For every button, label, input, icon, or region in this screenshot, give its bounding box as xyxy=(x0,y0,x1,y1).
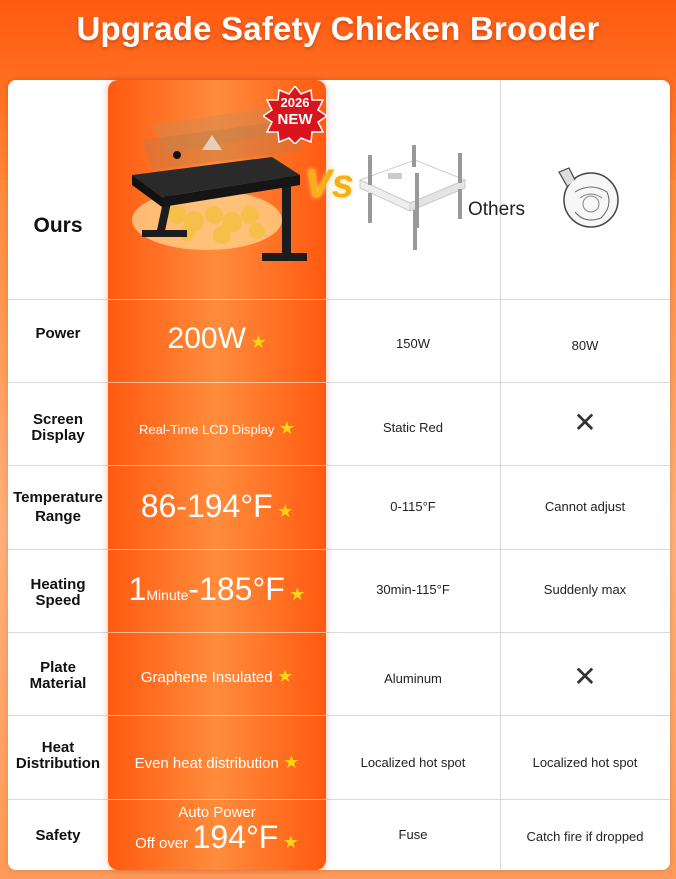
row-label-screen-display: Screen Display xyxy=(31,411,85,444)
bulb-safety: Catch fire if dropped xyxy=(526,829,644,844)
page-title: Upgrade Safety Chicken Brooder xyxy=(76,10,600,47)
ours-plate-material xyxy=(108,666,326,687)
ours-plate-material-value: Graphene Insulated xyxy=(140,669,273,686)
star-icon: ★ xyxy=(277,666,294,686)
row-label-plate-material: Plate Material xyxy=(29,659,87,692)
ours-row-divider xyxy=(108,549,326,550)
ours-safety: Auto Power Off over 194°F ★ xyxy=(135,804,299,855)
star-icon: ★ xyxy=(278,418,295,438)
bulb-heat-distribution: Localized hot spot xyxy=(532,755,638,770)
row-label-heating-speed: Heating Speed xyxy=(30,576,86,609)
row-label-heat-distribution: Heat Distribution xyxy=(15,739,101,772)
star-icon: ★ xyxy=(289,584,306,604)
ours-heat-distribution xyxy=(108,752,326,773)
row-label-power: Power xyxy=(35,325,81,342)
ours-row-divider xyxy=(108,799,326,800)
others-screen-display: Static Red xyxy=(383,420,443,435)
ours-row-divider xyxy=(108,715,326,716)
row-label-safety: Safety xyxy=(35,827,81,844)
others-heating-speed: 30min-115°F xyxy=(376,582,450,597)
ours-power-value: 200W xyxy=(167,322,246,355)
versus-label: Vs xyxy=(305,162,354,206)
star-icon: ★ xyxy=(250,332,267,352)
star-icon: ★ xyxy=(277,501,294,521)
ours-row-divider xyxy=(108,299,326,300)
badge-year: 2026 xyxy=(280,95,310,110)
bulb-temperature-range: Cannot adjust xyxy=(544,499,626,514)
others-label: Others xyxy=(468,199,526,220)
others-temperature-range: 0-115°F xyxy=(390,499,436,514)
ours-label: Ours xyxy=(33,214,83,237)
star-icon: ★ xyxy=(282,832,299,852)
others-power: 150W xyxy=(396,336,430,351)
ours-power xyxy=(108,322,326,356)
bulb-plate-material-x-icon: ✕ xyxy=(573,661,597,692)
ours-heating-speed: 1Minute-185°F ★ xyxy=(128,571,306,607)
badge-text: NEW xyxy=(277,111,313,128)
ours-screen-display-value: Real-Time LCD Display xyxy=(139,422,275,437)
star-icon: ★ xyxy=(283,752,300,772)
bulb-heating-speed: Suddenly max xyxy=(543,582,627,597)
others-plate-material: Aluminum xyxy=(384,671,442,686)
ours-heat-distribution-value: Even heat distribution xyxy=(134,755,279,772)
other-brooder-image xyxy=(350,145,470,255)
bulb-screen-display-x-icon: ✕ xyxy=(573,407,597,438)
others-heat-distribution: Localized hot spot xyxy=(360,755,466,770)
ours-temperature-range xyxy=(108,488,326,525)
ours-row-divider xyxy=(108,465,326,466)
ours-screen-display xyxy=(108,418,326,439)
row-label-temperature-range: Temperature Range xyxy=(13,489,103,525)
bulb-power: 80W xyxy=(571,338,599,353)
ours-temperature-range-value: 86-194°F xyxy=(140,488,273,524)
others-safety: Fuse xyxy=(398,827,428,842)
ours-row-divider xyxy=(108,382,326,383)
heat-lamp-bulb-image xyxy=(555,162,627,234)
ours-row-divider xyxy=(108,632,326,633)
